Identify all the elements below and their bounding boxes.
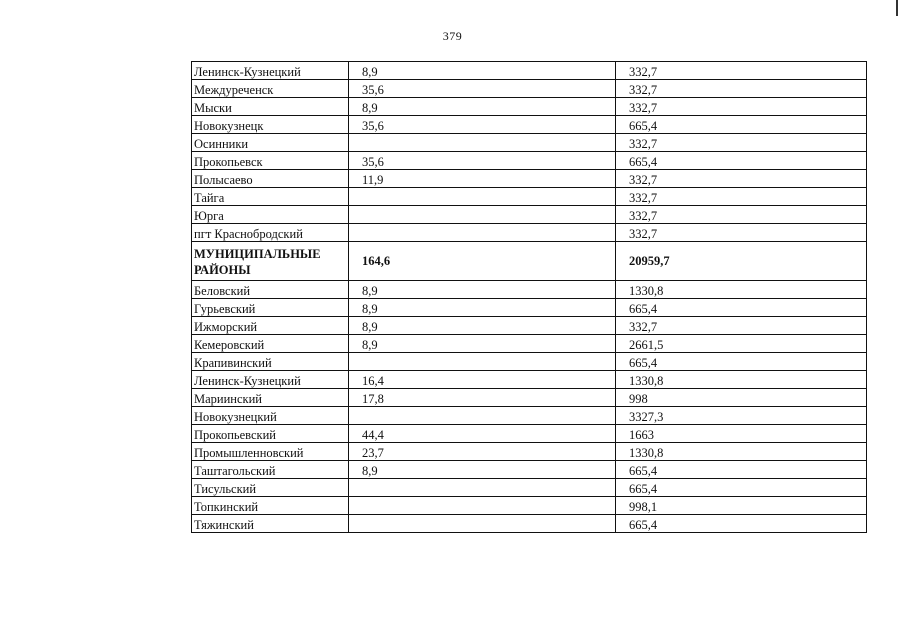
name-cell: Осинники	[192, 134, 349, 152]
name-cell: МУНИЦИПАЛЬНЫЕ РАЙОНЫ	[192, 242, 349, 281]
table-row	[192, 152, 867, 170]
value-cell-col3: 665,4	[616, 461, 867, 479]
value-cell-col3: 665,4	[616, 299, 867, 317]
data-table	[191, 61, 867, 533]
value-cell-col2: 8,9	[349, 281, 616, 299]
name-cell: Таштагольский	[192, 461, 349, 479]
table-row	[192, 170, 867, 188]
value-cell-col2: 44,4	[349, 425, 616, 443]
value-cell-col2	[349, 497, 616, 515]
value-cell-col3: 332,7	[616, 206, 867, 224]
value-cell-col2: 164,6	[349, 242, 616, 281]
name-cell: Ижморский	[192, 317, 349, 335]
table-row	[192, 371, 867, 389]
table-row	[192, 98, 867, 116]
name-cell: Промышленновский	[192, 443, 349, 461]
table-row	[192, 206, 867, 224]
value-cell-col2: 11,9	[349, 170, 616, 188]
table-row	[192, 389, 867, 407]
name-cell: Новокузнецк	[192, 116, 349, 134]
value-cell-col2	[349, 353, 616, 371]
value-cell-col2	[349, 188, 616, 206]
value-cell-col2: 23,7	[349, 443, 616, 461]
name-cell: Прокопьевск	[192, 152, 349, 170]
table-row	[192, 299, 867, 317]
name-cell: Ленинск-Кузнецкий	[192, 371, 349, 389]
value-cell-col3: 332,7	[616, 98, 867, 116]
value-cell-col3: 998,1	[616, 497, 867, 515]
value-cell-col2	[349, 479, 616, 497]
value-cell-col2: 8,9	[349, 299, 616, 317]
table-row	[192, 497, 867, 515]
name-cell: Полысаево	[192, 170, 349, 188]
value-cell-col3: 332,7	[616, 134, 867, 152]
name-cell: Юрга	[192, 206, 349, 224]
value-cell-col2: 35,6	[349, 116, 616, 134]
value-cell-col2: 8,9	[349, 461, 616, 479]
value-cell-col2: 8,9	[349, 335, 616, 353]
table-row	[192, 425, 867, 443]
value-cell-col2: 8,9	[349, 98, 616, 116]
value-cell-col3: 332,7	[616, 62, 867, 80]
value-cell-col3: 1330,8	[616, 281, 867, 299]
table-row	[192, 461, 867, 479]
value-cell-col3: 1330,8	[616, 371, 867, 389]
value-cell-col2: 8,9	[349, 62, 616, 80]
table-body	[192, 62, 867, 533]
value-cell-col3: 332,7	[616, 317, 867, 335]
name-cell: Беловский	[192, 281, 349, 299]
value-cell-col3: 665,4	[616, 152, 867, 170]
name-cell: Гурьевский	[192, 299, 349, 317]
value-cell-col3: 998	[616, 389, 867, 407]
summary-row	[192, 242, 867, 281]
page-edge-mark	[896, 0, 898, 16]
value-cell-col2	[349, 134, 616, 152]
name-cell: Топкинский	[192, 497, 349, 515]
name-cell: Междуреченск	[192, 80, 349, 98]
table-row	[192, 134, 867, 152]
value-cell-col2	[349, 515, 616, 533]
name-cell: пгт Краснобродский	[192, 224, 349, 242]
value-cell-col2: 35,6	[349, 152, 616, 170]
name-cell: Новокузнецкий	[192, 407, 349, 425]
value-cell-col2: 8,9	[349, 317, 616, 335]
value-cell-col3: 332,7	[616, 224, 867, 242]
name-cell: Ленинск-Кузнецкий	[192, 62, 349, 80]
value-cell-col2	[349, 206, 616, 224]
name-cell: Прокопьевский	[192, 425, 349, 443]
table-row	[192, 188, 867, 206]
table-row	[192, 80, 867, 98]
value-cell-col3: 665,4	[616, 479, 867, 497]
name-cell: Тайга	[192, 188, 349, 206]
value-cell-col3: 665,4	[616, 116, 867, 134]
table-row	[192, 335, 867, 353]
name-cell: Крапивинский	[192, 353, 349, 371]
value-cell-col3: 1663	[616, 425, 867, 443]
value-cell-col2	[349, 407, 616, 425]
table-row	[192, 317, 867, 335]
value-cell-col2: 16,4	[349, 371, 616, 389]
value-cell-col3: 2661,5	[616, 335, 867, 353]
value-cell-col3: 3327,3	[616, 407, 867, 425]
value-cell-col3: 332,7	[616, 188, 867, 206]
value-cell-col3: 1330,8	[616, 443, 867, 461]
value-cell-col3: 332,7	[616, 80, 867, 98]
value-cell-col2: 35,6	[349, 80, 616, 98]
name-cell: Мыски	[192, 98, 349, 116]
name-cell: Тяжинский	[192, 515, 349, 533]
table-row	[192, 353, 867, 371]
table-row	[192, 116, 867, 134]
name-cell: Мариинский	[192, 389, 349, 407]
table-row	[192, 443, 867, 461]
table-row	[192, 407, 867, 425]
name-cell: Тисульский	[192, 479, 349, 497]
table-row	[192, 224, 867, 242]
value-cell-col3: 332,7	[616, 170, 867, 188]
value-cell-col3: 665,4	[616, 353, 867, 371]
value-cell-col2	[349, 224, 616, 242]
page-number: 379	[442, 29, 463, 43]
table-row	[192, 281, 867, 299]
table-row	[192, 479, 867, 497]
value-cell-col3: 665,4	[616, 515, 867, 533]
value-cell-col3: 20959,7	[616, 242, 867, 281]
value-cell-col2: 17,8	[349, 389, 616, 407]
table-row	[192, 62, 867, 80]
table-row	[192, 515, 867, 533]
name-cell: Кемеровский	[192, 335, 349, 353]
